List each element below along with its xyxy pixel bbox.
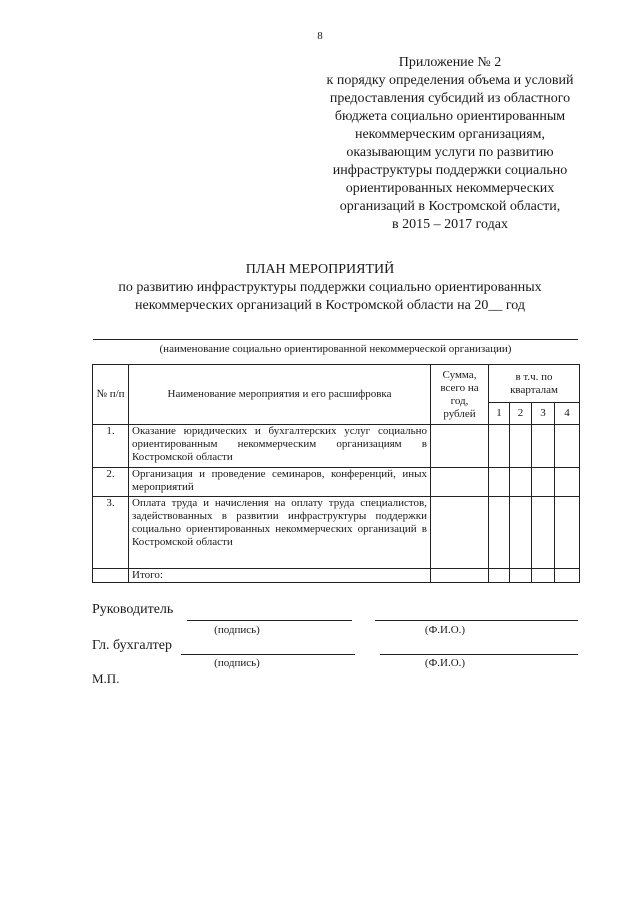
row-q3-cell[interactable] — [532, 497, 555, 569]
page-number: 8 — [317, 30, 323, 42]
total-q2-cell[interactable] — [510, 569, 532, 583]
row-name: Организация и проведение семинаров, конференций, иных мероприятий — [129, 468, 431, 497]
plan-subtitle-line: по развитию инфраструктуры поддержки социально ориентированных — [118, 280, 542, 295]
appendix-line: Приложение № 2 — [398, 55, 502, 70]
total-sum-cell[interactable] — [431, 569, 489, 583]
head-name-line[interactable] — [375, 620, 578, 621]
header-quarter-1: 1 — [489, 403, 510, 425]
header-quarters: в т.ч. по кварталам — [489, 365, 580, 403]
accountant-signature-line[interactable] — [181, 654, 355, 655]
header-quarter-3: 3 — [532, 403, 555, 425]
table-row — [93, 468, 580, 497]
header-quarter-4: 4 — [555, 403, 580, 425]
row-q3-cell[interactable] — [532, 425, 555, 468]
head-label: Руководитель — [92, 602, 174, 617]
accountant-signature-caption: (подпись) — [214, 657, 260, 669]
total-row — [93, 569, 580, 583]
total-q1-cell[interactable] — [489, 569, 510, 583]
appendix-line: бюджета социально ориентированным — [334, 109, 566, 124]
row-q1-cell[interactable] — [489, 425, 510, 468]
row-sum-cell[interactable] — [431, 425, 489, 468]
row-q3-cell[interactable] — [532, 468, 555, 497]
header-num: № п/п — [93, 365, 129, 425]
accountant-name-caption: (Ф.И.О.) — [424, 657, 466, 669]
total-label: Итого: — [129, 569, 431, 583]
accountant-label: Гл. бухгалтер — [92, 638, 173, 653]
row-q2-cell[interactable] — [510, 468, 532, 497]
row-q4-cell[interactable] — [555, 468, 580, 497]
appendix-line: инфраструктуры поддержки социально — [332, 163, 568, 178]
header-name: Наименование мероприятия и его расшифровка — [129, 365, 431, 425]
head-name-caption: (Ф.И.О.) — [424, 624, 466, 636]
head-signature-caption: (подпись) — [214, 624, 260, 636]
row-q4-cell[interactable] — [555, 425, 580, 468]
row-sum-cell[interactable] — [431, 497, 489, 569]
row-num: 1. — [93, 425, 129, 468]
appendix-line: некоммерческим организациям, — [354, 127, 546, 142]
table-row — [93, 425, 580, 468]
accountant-name-line[interactable] — [380, 654, 578, 655]
total-q3-cell[interactable] — [532, 569, 555, 583]
table-row — [93, 497, 580, 569]
stamp-place: М.П. — [92, 671, 120, 686]
plan-title: ПЛАН МЕРОПРИЯТИЙ — [245, 262, 395, 277]
row-sum-cell[interactable] — [431, 468, 489, 497]
row-q2-cell[interactable] — [510, 425, 532, 468]
row-q4-cell[interactable] — [555, 497, 580, 569]
header-sum: Сумма, всего на год, рублей — [431, 365, 489, 425]
row-name: Оказание юридических и бухгалтерских услуг социально ориентированным некоммерческим организациям в Костромской области — [129, 425, 431, 468]
total-q4-cell[interactable] — [555, 569, 580, 583]
appendix-line: оказывающим услуги по развитию — [346, 145, 554, 160]
row-name: Оплата труда и начисления на оплату труда специалистов, задействованных в развитии инфраструктуры поддержки социально ориентированных некоммерческих организаций в Костромской области — [129, 497, 431, 569]
row-q2-cell[interactable] — [510, 497, 532, 569]
head-signature-line[interactable] — [187, 620, 352, 621]
row-q1-cell[interactable] — [489, 468, 510, 497]
org-name-caption: (наименование социально ориентированной некоммерческой организации) — [159, 343, 512, 355]
row-q1-cell[interactable] — [489, 497, 510, 569]
events-table — [92, 364, 580, 583]
total-num-cell — [93, 569, 129, 583]
org-name-line — [93, 339, 578, 340]
header-quarter-2: 2 — [510, 403, 532, 425]
row-num: 3. — [93, 497, 129, 569]
appendix-line: предоставления субсидий из областного — [329, 91, 571, 106]
appendix-header — [300, 54, 600, 234]
row-num: 2. — [93, 468, 129, 497]
appendix-line: ориентированных некоммерческих — [345, 181, 555, 196]
appendix-line: к порядку определения объема и условий — [326, 73, 574, 88]
appendix-line: организаций в Костромской области, — [339, 199, 561, 214]
plan-subtitle-line: некоммерческих организаций в Костромской области на 20__ год — [135, 298, 525, 313]
plan-subtitle — [90, 279, 570, 315]
appendix-line: в 2015 – 2017 годах — [392, 217, 508, 232]
